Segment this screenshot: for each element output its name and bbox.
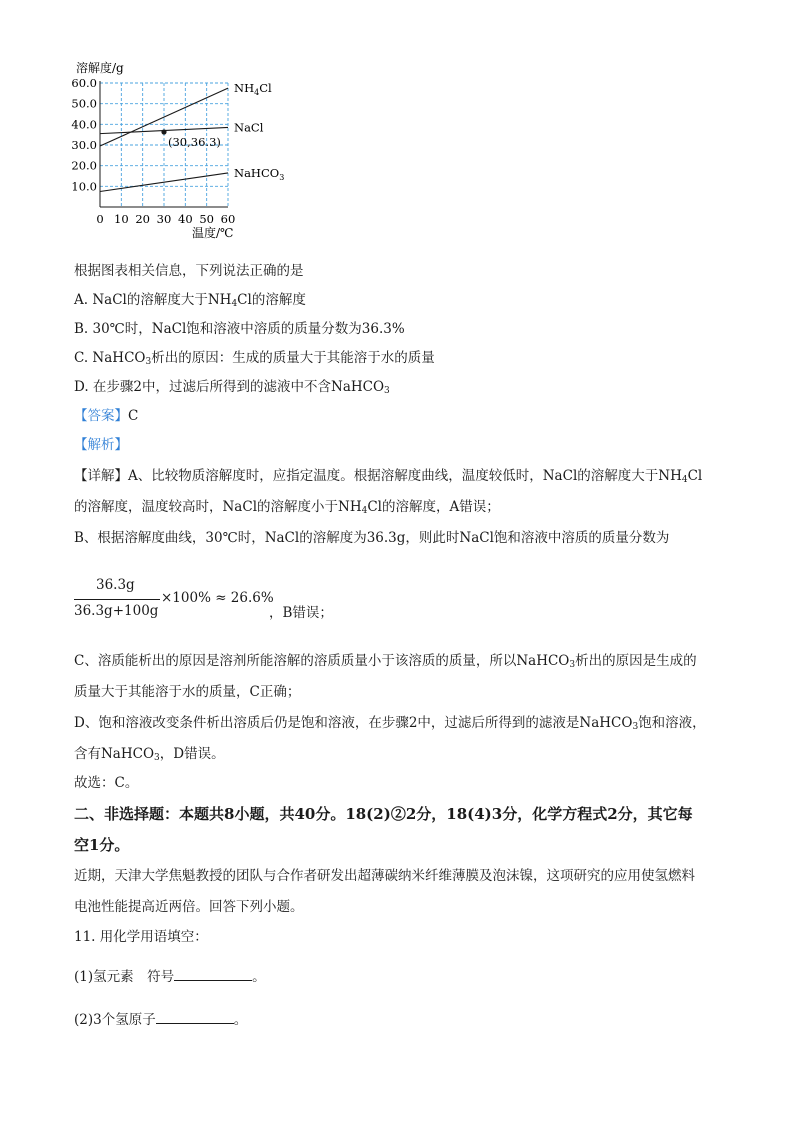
answer-value: C — [128, 408, 139, 424]
series-label: NaHCO$_3$ — [234, 165, 285, 182]
intro-line2: 电池性能提高近两倍。回答下列小题。 — [74, 899, 304, 915]
option-c: C. NaHCO$_3$析出的原因：生成的质量大于其能溶于水的质量 — [74, 350, 435, 367]
answer-blank-1[interactable] — [174, 966, 252, 981]
y-tick-label: 20.0 — [71, 158, 97, 173]
detail-d-line2: 含有NaHCO$_3$，D错误。 — [74, 746, 225, 763]
x-axis-label: 温度/℃ — [192, 226, 234, 240]
x-tick-label: 30 — [156, 212, 172, 226]
section-heading-line2: 空1分。 — [74, 836, 130, 854]
fraction-suffix: ，B错误； — [269, 605, 333, 621]
answer-tag: 【答案】 — [74, 408, 128, 424]
fraction-tail: ×100% ≈ 26.6% — [161, 590, 274, 606]
section-heading-line1: 二、非选择题：本题共8小题，共40分。18(2)②2分，18(4)3分，化学方程式2分，其它每 — [74, 805, 693, 823]
option-b: B. 30℃时，NaCl饱和溶液中溶质的质量分数为36.3% — [74, 321, 405, 337]
answer-line — [74, 407, 138, 425]
q11-part2: (2)3个氢原子 。 — [74, 1009, 247, 1029]
x-tick-labels — [96, 212, 235, 226]
x-tick-label: 0 — [96, 212, 104, 226]
detail-d-line1: D、饱和溶液改变条件析出溶质后仍是饱和溶液，在步骤2中，过滤后所得到的滤液是NaHCO$_3$饱和溶液， — [74, 715, 706, 732]
detail-c-line2: 质量大于其能溶于水的质量，C正确； — [74, 684, 301, 700]
q11-part1: (1)氢元素 符号 。 — [74, 966, 266, 986]
y-tick-label: 60.0 — [71, 76, 97, 90]
y-tick-label: 40.0 — [71, 117, 97, 132]
option-d: D. 在步骤2中，过滤后所得到的滤液中不含NaHCO$_3$ — [74, 379, 390, 396]
fraction-bar — [74, 599, 160, 600]
annotation-point — [161, 129, 220, 149]
detail-a-line2: 的溶解度，温度较高时，NaCl的溶解度小于$NH_4Cl$的溶解度，A错误； — [74, 499, 500, 516]
detail-c-line1: C、溶质能析出的原因是溶剂所能溶解的溶质质量小于该溶质的质量，所以NaHCO$_3$析出的原因是生成的 — [74, 653, 697, 670]
q11-title: 11. 用化学用语填空： — [74, 929, 208, 945]
detail-b-line1: B、根据溶解度曲线，30℃时，NaCl的溶解度为36.3g，则此时NaCl饱和溶液中溶质的质量分数为 — [74, 530, 670, 546]
y-tick-label: 50.0 — [71, 96, 97, 111]
detail-a-line1: 【详解】A、比较物质溶解度时，应指定温度。根据溶解度曲线，温度较低时，NaCl的溶解度大于$NH_4Cl$ — [74, 468, 703, 485]
y-tick-label: 10.0 — [71, 179, 97, 194]
fraction-numerator: 36.3g — [96, 577, 135, 593]
series-labels — [234, 81, 284, 182]
intro-line1: 近期，天津大学焦魁教授的团队与合作者研发出超薄碳纳米纤维薄膜及泡沫镍，这项研究的应用使氢燃料 — [74, 868, 695, 884]
analysis-tag: 【解析】 — [74, 437, 128, 453]
answer-blank-2[interactable] — [156, 1009, 234, 1024]
x-tick-label: 10 — [114, 212, 129, 226]
detail-tag: 【详解】 — [74, 468, 128, 484]
y-tick-labels — [71, 76, 97, 193]
final-choice: 故选：C。 — [74, 775, 139, 791]
y-tick-label: 30.0 — [71, 138, 97, 152]
x-tick-label: 50 — [199, 212, 214, 226]
series-label: $NH_4Cl$ — [234, 81, 272, 98]
series-label: NaCl — [234, 120, 264, 135]
y-axis-label: 溶解度/g — [76, 61, 124, 75]
question-stem: 根据图表相关信息，下列说法正确的是 — [74, 263, 304, 279]
option-a: A. NaCl的溶解度大于$NH_4Cl$的溶解度 — [74, 292, 306, 309]
annotation-dot — [161, 129, 166, 134]
solubility-chart — [60, 55, 300, 245]
x-tick-label: 60 — [220, 212, 236, 226]
annotation-label: (30,36.3) — [168, 134, 221, 149]
x-tick-label: 20 — [135, 212, 150, 226]
fraction-denominator: 36.3g+100g — [74, 603, 159, 619]
x-tick-label: 40 — [178, 212, 193, 226]
